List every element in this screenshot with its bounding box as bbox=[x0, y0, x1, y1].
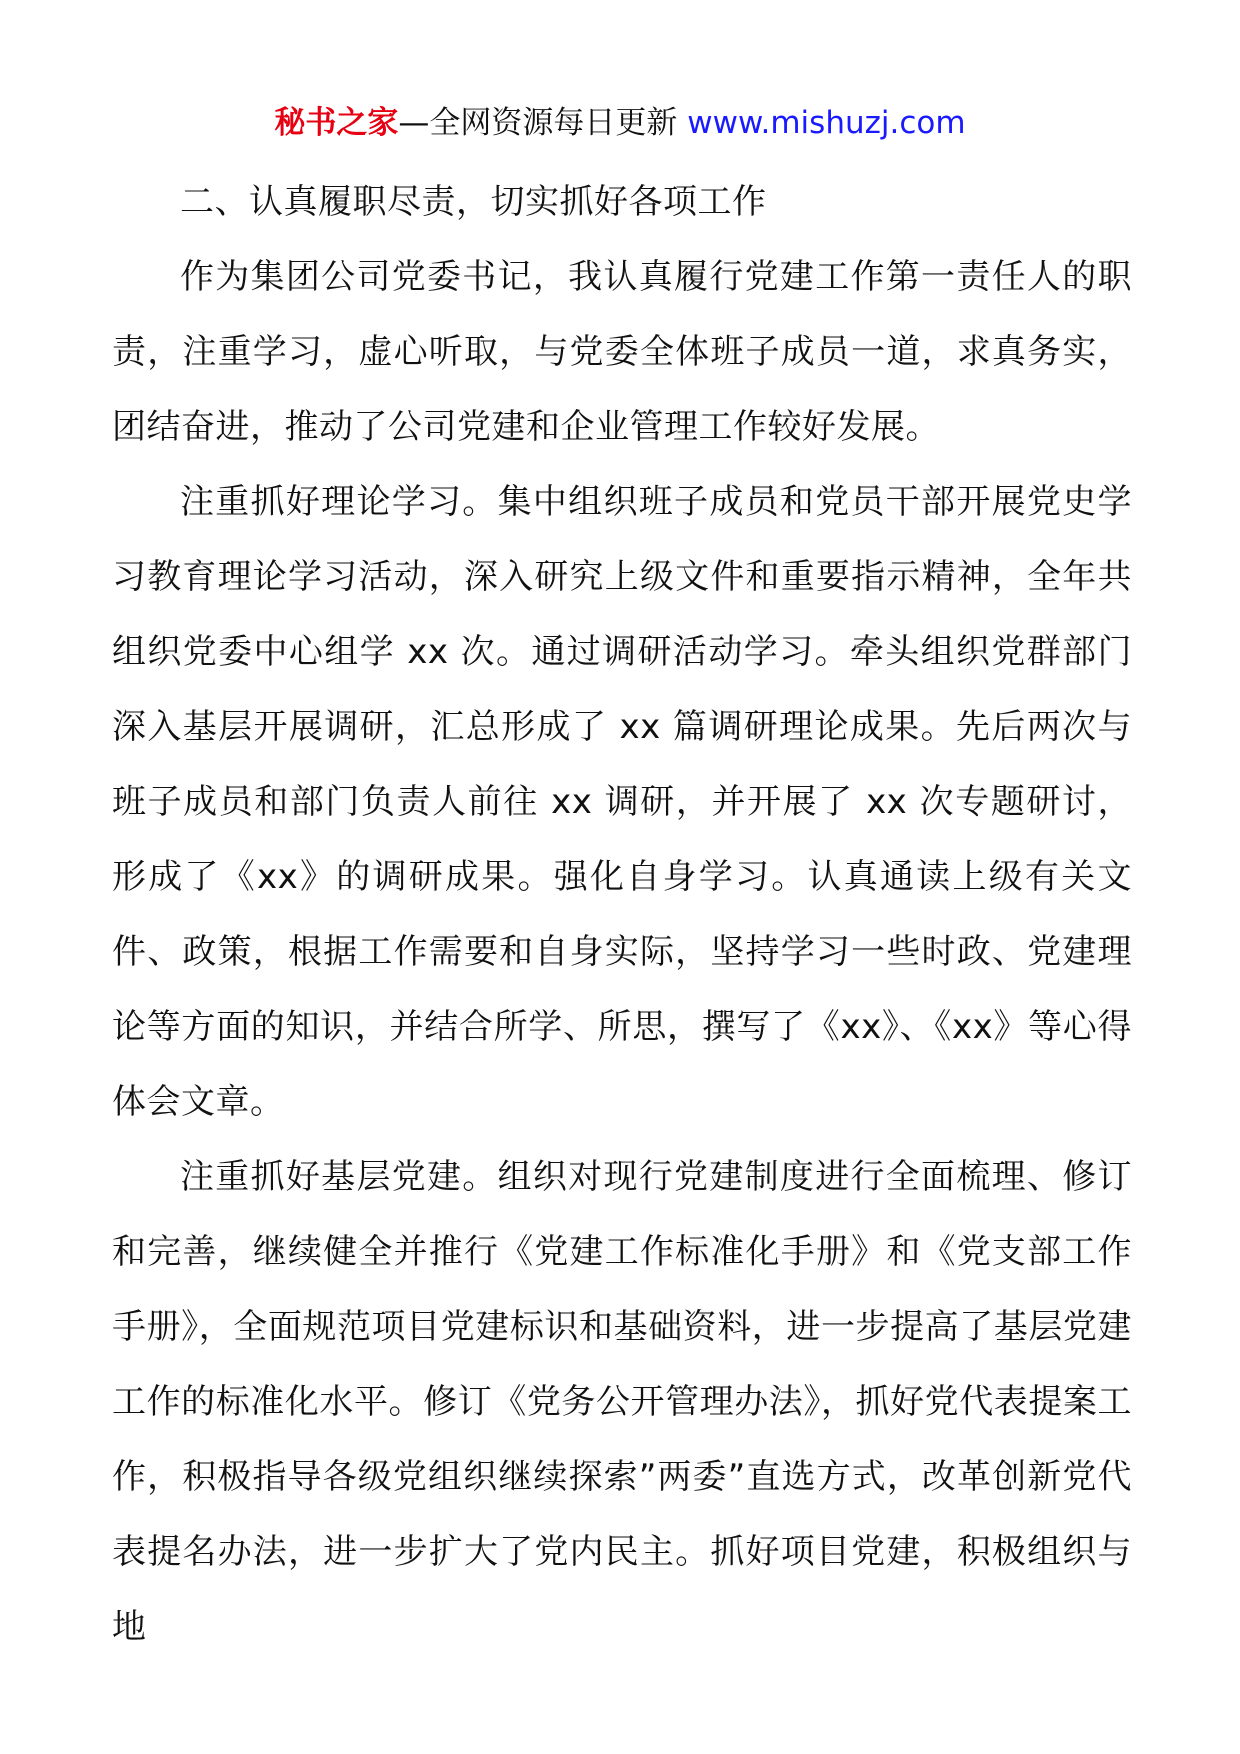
site-header bbox=[0, 100, 1240, 146]
document-body bbox=[112, 165, 1132, 1665]
site-tagline: —全网资源每日更新 bbox=[398, 105, 678, 141]
paragraph-theory-study: 注重抓好理论学习。集中组织班子成员和党员干部开展党史学习教育理论学习活动，深入研究上级文件和重要指示精神，全年共组织党委中心组学 xx 次。通过调研活动学习。牵头组织党群部门深入基层开展调研，汇总形成了 xx 篇调研理论成果。先后两次与班子成员和部门负责人前往 xx 调研，并开展了 xx 次专题研讨，形成了《xx》的调研成果。强化自身学习。认真通读上级有关文件、政策，根据工作需要和自身实际，坚持学习一些时政、党建理论等方面的知识，并结合所学、所思，撰写了《xx》、《xx》等心得体会文章。 bbox=[112, 482, 1132, 1122]
paragraph-grassroots-party-building: 注重抓好基层党建。组织对现行党建制度进行全面梳理、修订和完善，继续健全并推行《党建工作标准化手册》和《党支部工作手册》，全面规范项目党建标识和基础资料，进一步提高了基层党建工作的标准化水平。修订《党务公开管理办法》，抓好党代表提案工作，积极指导各级党组织继续探索”两委”直选方式，改革创新党代表提名办法，进一步扩大了党内民主。抓好项目党建，积极组织与地 bbox=[112, 1157, 1132, 1647]
section-heading: 二、认真履职尽责，切实抓好各项工作 bbox=[180, 182, 767, 222]
paragraph-intro: 作为集团公司党委书记，我认真履行党建工作第一责任人的职责，注重学习，虚心听取，与党委全体班子成员一道，求真务实，团结奋进，推动了公司党建和企业管理工作较好发展。 bbox=[112, 257, 1132, 447]
brand-name: 秘书之家 bbox=[274, 105, 399, 141]
site-url-link[interactable]: www.mishuzj.com bbox=[687, 105, 966, 141]
